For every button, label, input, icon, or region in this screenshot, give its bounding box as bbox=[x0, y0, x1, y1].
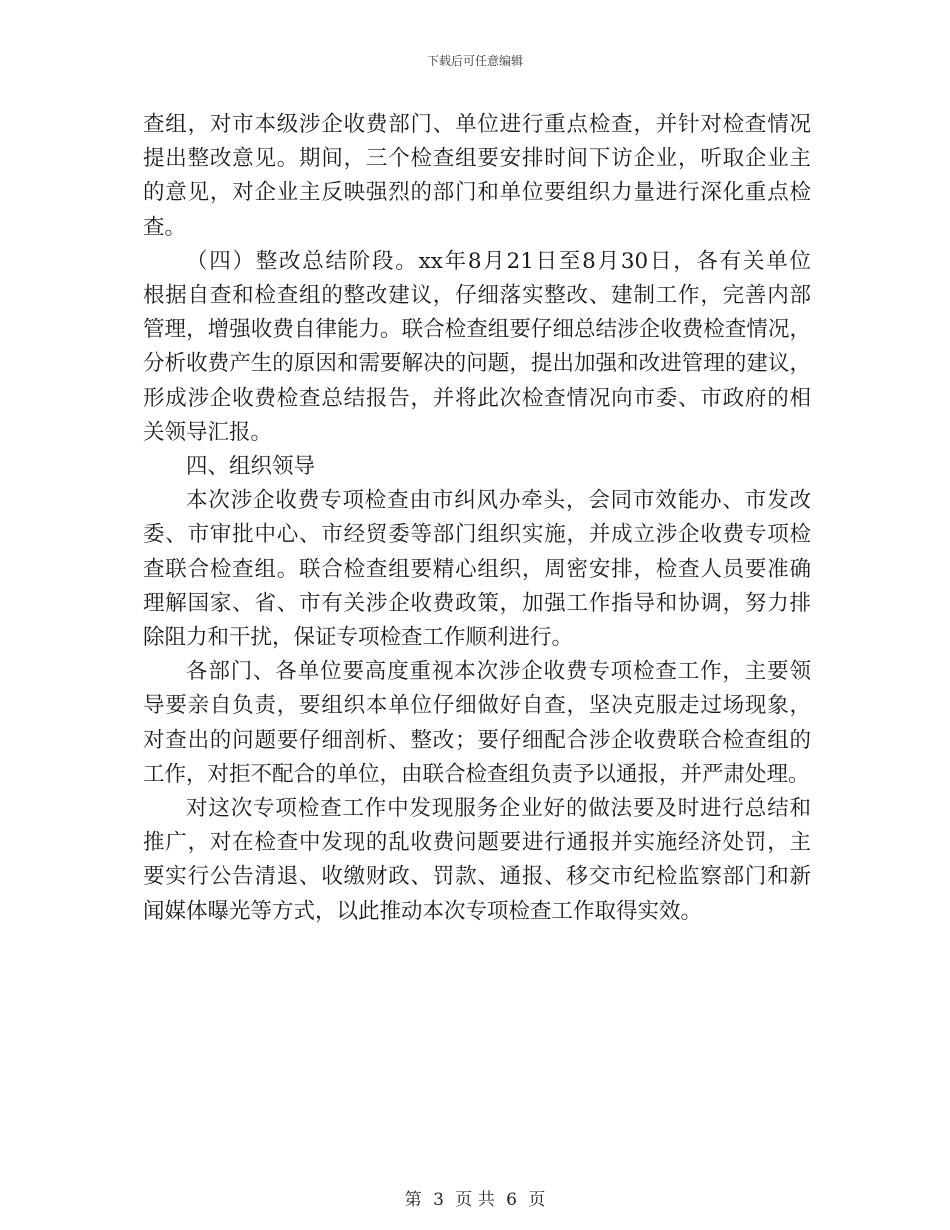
text-line: 要实行公告清退、收缴财政、罚款、通报、移交市纪检监察部门和新 bbox=[143, 864, 811, 890]
document-body bbox=[143, 108, 811, 929]
text-line: 查联合检查组。联合检查组要精心组织，周密安排，检查人员要准确 bbox=[143, 556, 811, 582]
text-line: 分析收费产生的原因和需要解决的问题，提出加强和改进管理的建议， bbox=[143, 351, 811, 377]
text-line: 委、市审批中心、市经贸委等部门组织实施，并成立涉企收费专项检 bbox=[143, 522, 811, 548]
total-pages-number: 6 bbox=[506, 1190, 517, 1210]
text-line: 提出整改意见。期间，三个检查组要安排时间下访企业，听取企业主 bbox=[143, 146, 811, 172]
text-line: 查组，对市本级涉企收费部门、单位进行重点检查，并针对检查情况 bbox=[143, 112, 811, 137]
current-page-number: 3 bbox=[433, 1190, 444, 1210]
text-line: （四）整改总结阶段。xx年8月21日至8月30日，各有关单位 bbox=[186, 248, 811, 274]
text-line: 理解国家、省、市有关涉企收费政策，加强工作指导和协调，努力排 bbox=[143, 590, 811, 616]
text-line: 关领导汇报。 bbox=[143, 419, 273, 445]
text-line: 导要亲自负责，要组织本单位仔细做好自查，坚决克服走过场现象， bbox=[143, 693, 811, 719]
text-line: 闻媒体曝光等方式，以此推动本次专项检查工作取得实效。 bbox=[143, 898, 703, 924]
text-line: 查。 bbox=[143, 214, 187, 240]
page-footer bbox=[0, 1185, 950, 1210]
text-line: 对这次专项检查工作中发现服务企业好的做法要及时进行总结和 bbox=[186, 796, 811, 822]
footer-prefix: 第 bbox=[404, 1190, 422, 1210]
text-line: 形成涉企收费检查总结报告，并将此次检查情况向市委、市政府的相 bbox=[143, 385, 811, 411]
footer-middle: 页 共 bbox=[455, 1190, 495, 1210]
text-line: 的意见，对企业主反映强烈的部门和单位要组织力量进行深化重点检 bbox=[143, 180, 811, 206]
footer-suffix: 页 bbox=[528, 1190, 546, 1210]
text-line: 管理，增强收费自律能力。联合检查组要仔细总结涉企收费检查情况， bbox=[143, 317, 811, 343]
text-line: 各部门、各单位要高度重视本次涉企收费专项检查工作，主要领 bbox=[186, 659, 811, 685]
text-line: 推广，对在检查中发现的乱收费问题要进行通报并实施经济处罚，主 bbox=[143, 830, 811, 856]
text-line: 除阻力和干扰，保证专项检查工作顺利进行。 bbox=[143, 625, 574, 651]
text-line: 根据自查和检查组的整改建议，仔细落实整改、建制工作，完善内部 bbox=[143, 283, 811, 309]
text-line: 本次涉企收费专项检查由市纠风办牵头，会同市效能办、市发改 bbox=[186, 488, 811, 514]
text-line: 对查出的问题要仔细剖析、整改；要仔细配合涉企收费联合检查组的 bbox=[143, 727, 811, 753]
page-header: 下载后可任意编辑 bbox=[426, 54, 523, 68]
text-line: 四、组织领导 bbox=[186, 454, 316, 480]
text-line: 工作，对拒不配合的单位，由联合检查组负责予以通报，并严肃处理。 bbox=[143, 761, 810, 787]
